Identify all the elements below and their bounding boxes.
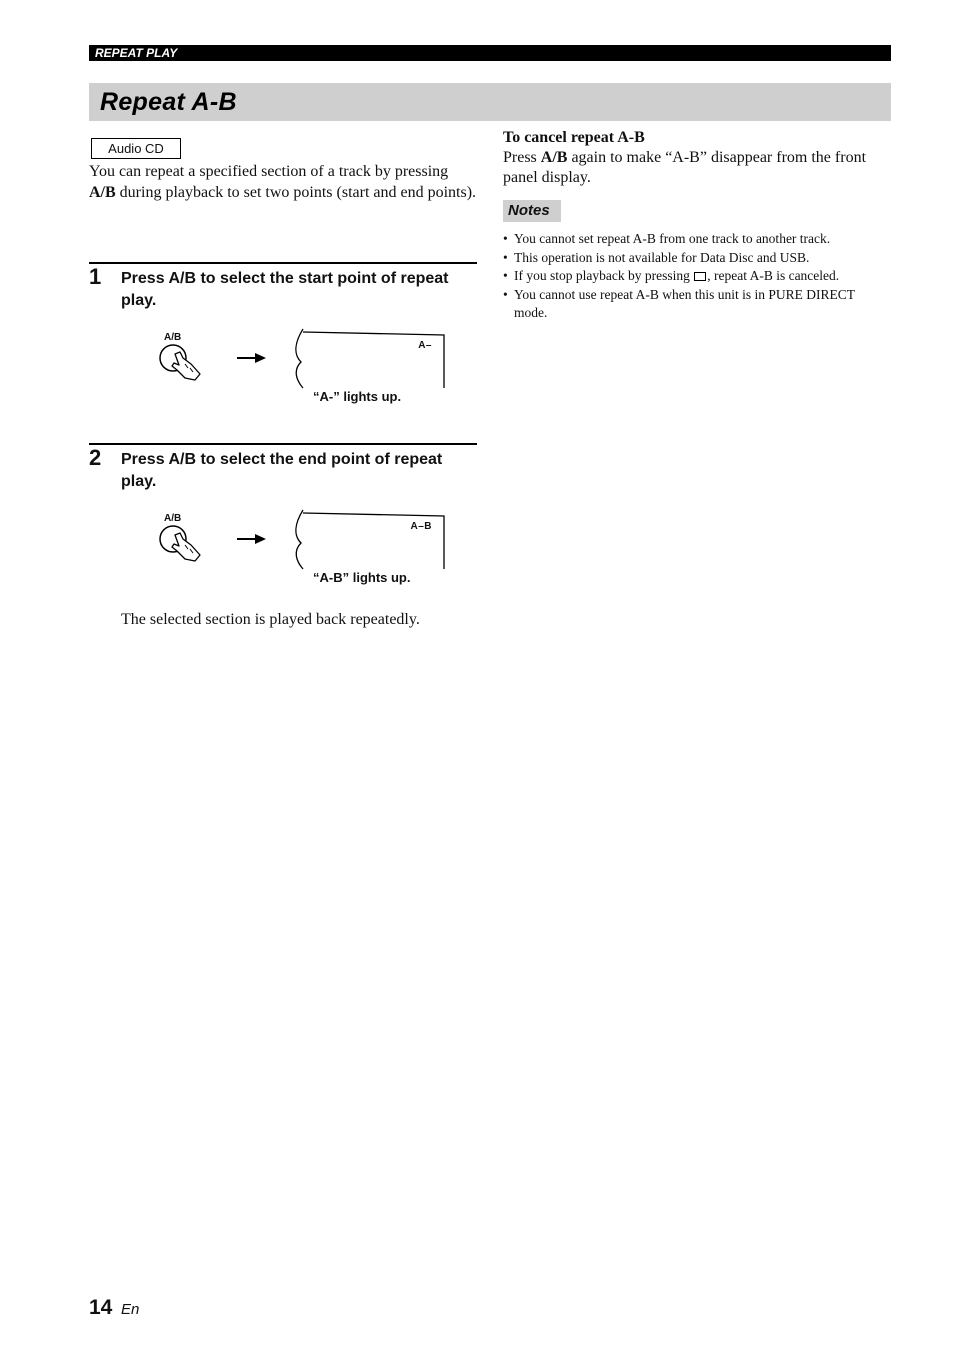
arrow-right-icon [237,353,266,363]
step-1-illustration-graphic [155,328,455,390]
cancel-text-1: Press [503,149,541,166]
step-1-number: 1 [89,264,102,289]
step-2-illustration-graphic [155,509,455,571]
note-text-after: , repeat A-B is canceled. [707,268,840,283]
section-label: REPEAT PLAY [89,45,891,61]
arrow-right-icon [237,534,266,544]
note-item: • This operation is not available for Data Disc and USB. [503,249,891,268]
cancel-paragraph [503,148,891,188]
cancel-text-2: again to make “A-B” disappear from the front panel display. [503,149,867,186]
step-1-text: Press A/B to select the start point of repeat play. [121,270,449,309]
notes-label: Notes [503,200,561,222]
note-item [503,267,891,286]
step-2-rule [89,443,477,445]
step-1-button-label: A/B [164,332,182,343]
step-1-rule [89,262,477,264]
step-2-text: Press A/B to select the end point of repeat play. [121,451,443,490]
front-panel-display-icon [296,510,444,569]
page-language: En [121,1301,140,1318]
step-1-illustration [155,328,455,408]
front-panel-display-icon [296,329,444,388]
step-1-caption: “A-” lights up. [313,389,402,404]
notes-list [503,230,891,323]
stop-icon [694,272,706,281]
page-title: Repeat A-B [100,88,237,116]
step-2-number: 2 [89,445,102,470]
intro-paragraph [89,162,477,203]
result-text: The selected section is played back repeatedly. [121,611,420,628]
title-band [89,83,891,121]
intro-text-2: during playback to set two points (start and end points). [115,183,477,201]
cancel-key-name: A/B [540,149,568,166]
intro-key-name: A/B [89,183,116,201]
cancel-heading: To cancel repeat A-B [503,129,645,146]
step-2-caption: “A-B” lights up. [313,570,411,585]
press-button-icon [160,526,200,561]
page-number: 14 [89,1296,113,1319]
step-1-display-text: A– [418,340,432,351]
note-item: • You cannot set repeat A-B from one track to another track. [503,230,891,249]
press-button-icon [160,345,200,380]
step-2-button-label: A/B [164,513,182,524]
note-item: • You cannot use repeat A-B when this unit is in PURE DIRECT mode. [503,286,891,323]
step-2-display-text: A–B [410,521,432,532]
disc-type-badge: Audio CD [91,138,181,159]
intro-text-1: You can repeat a specified section of a track by pressing [89,163,449,180]
note-text-before: If you stop playback by pressing [514,268,694,283]
